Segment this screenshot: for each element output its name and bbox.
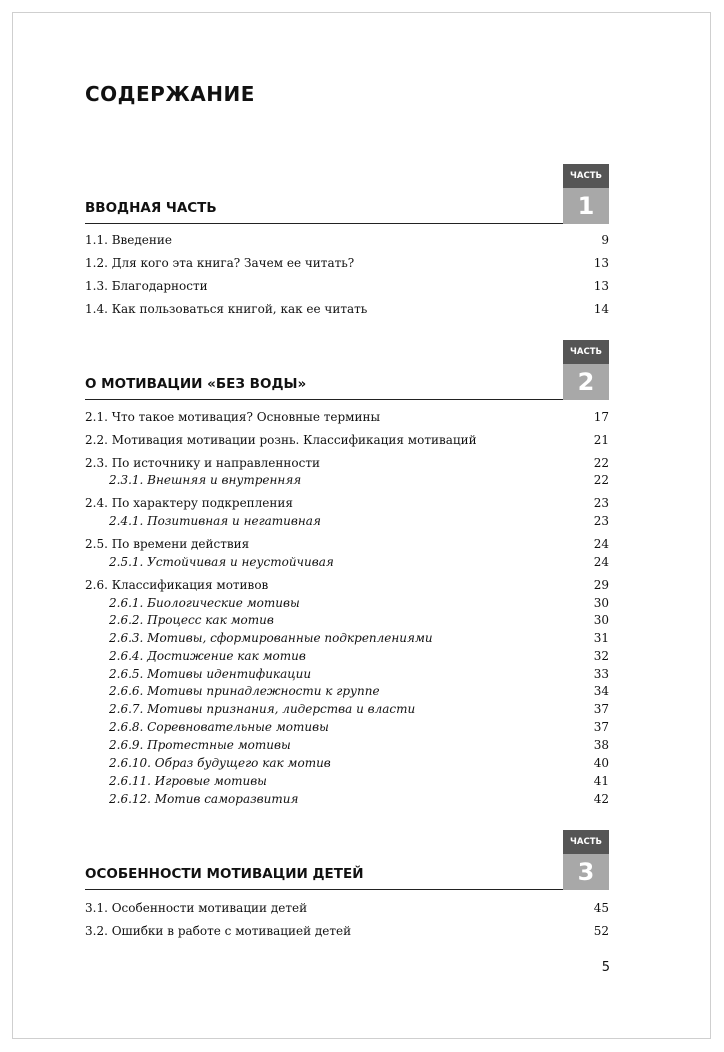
toc-subentry[interactable] xyxy=(85,553,609,571)
toc-entry[interactable] xyxy=(85,535,609,553)
toc-entry-title: 2.1. Что такое мотивация? Основные термины xyxy=(85,410,381,424)
toc-entry-title: 2.6.11. Игровые мотивы xyxy=(109,774,267,788)
toc-entry-title: 3.2. Ошибки в работе с мотивацией детей xyxy=(85,924,352,938)
toc-entry-title: 2.6.12. Мотив саморазвития xyxy=(109,792,299,806)
toc-subentry[interactable] xyxy=(85,700,609,718)
toc-entry-title: 2.2. Мотивация мотивации рознь. Классификация мотиваций xyxy=(85,433,477,447)
toc-entry-title: 3.1. Особенности мотивации детей xyxy=(85,901,308,915)
toc-entry-title: 1.3. Благодарности xyxy=(85,279,208,293)
toc-entry-title: 2.4. По характеру подкрепления xyxy=(85,496,293,510)
part-rule xyxy=(85,399,609,400)
toc-entry-title: 1.4. Как пользоваться книгой, как ее читать xyxy=(85,302,368,316)
part-badge xyxy=(563,830,609,890)
toc-entry-page: 37 xyxy=(593,720,609,734)
toc-subentry[interactable] xyxy=(85,772,609,790)
toc-entry-page: 14 xyxy=(593,302,609,316)
toc-entry-page: 52 xyxy=(593,924,609,938)
toc-entry-page: 41 xyxy=(593,774,609,788)
toc-entry-page: 9 xyxy=(601,233,609,247)
part-badge-label: ЧАСТЬ xyxy=(563,340,609,364)
toc-entry-page: 42 xyxy=(593,792,609,806)
toc-entry-title: 2.3. По источнику и направленности xyxy=(85,456,320,470)
toc-subentry[interactable] xyxy=(85,665,609,683)
toc-entry[interactable] xyxy=(85,899,609,917)
toc-subentry[interactable] xyxy=(85,647,609,665)
part-header xyxy=(85,340,609,400)
part-badge-number: 3 xyxy=(563,854,609,890)
toc-subentry[interactable] xyxy=(85,754,609,772)
part-title: ОСОБЕННОСТИ МОТИВАЦИИ ДЕТЕЙ xyxy=(85,866,364,882)
toc-entry-page: 29 xyxy=(593,578,609,592)
toc-entry-title: 2.6.2. Процесс как мотив xyxy=(109,613,274,627)
toc-entry-title: 2.6.9. Протестные мотивы xyxy=(109,738,291,752)
toc-entry-page: 17 xyxy=(593,410,609,424)
toc-entry[interactable] xyxy=(85,922,609,940)
part-title: О МОТИВАЦИИ «БЕЗ ВОДЫ» xyxy=(85,376,307,392)
page-title: СОДЕРЖАНИЕ xyxy=(85,82,255,106)
toc-entry-title: 2.4.1. Позитивная и негативная xyxy=(109,514,321,528)
toc-entry[interactable] xyxy=(85,454,609,472)
toc-entry-page: 33 xyxy=(593,667,609,681)
toc-entry-title: 2.6.8. Соревновательные мотивы xyxy=(109,720,329,734)
toc-entry-title: 2.6.3. Мотивы, сформированные подкреплениями xyxy=(109,631,433,645)
part-rule xyxy=(85,889,609,890)
toc-entry-page: 45 xyxy=(593,901,609,915)
toc-entry-page: 38 xyxy=(593,738,609,752)
part-badge-label: ЧАСТЬ xyxy=(563,830,609,854)
toc-entry-page: 13 xyxy=(593,279,609,293)
toc-subentry[interactable] xyxy=(85,471,609,489)
toc-entry-title: 2.6.4. Достижение как мотив xyxy=(109,649,306,663)
toc-entry-title: 2.6.10. Образ будущего как мотив xyxy=(109,756,331,770)
part-rule xyxy=(85,223,609,224)
toc-entry-title: 2.5. По времени действия xyxy=(85,537,250,551)
toc-entry-title: 2.6. Классификация мотивов xyxy=(85,578,269,592)
part-header xyxy=(85,164,609,224)
toc-subentry[interactable] xyxy=(85,736,609,754)
toc-entry-title: 2.6.7. Мотивы признания, лидерства и власти xyxy=(109,702,416,716)
part-badge-label: ЧАСТЬ xyxy=(563,164,609,188)
page-number: 5 xyxy=(601,960,610,975)
part-badge xyxy=(563,340,609,400)
toc-subentry[interactable] xyxy=(85,512,609,530)
part-title: ВВОДНАЯ ЧАСТЬ xyxy=(85,200,217,216)
toc-entry-page: 24 xyxy=(593,537,609,551)
toc-subentry[interactable] xyxy=(85,718,609,736)
toc-entry-page: 31 xyxy=(593,631,609,645)
toc-entry-page: 34 xyxy=(593,684,609,698)
toc-entry[interactable] xyxy=(85,494,609,512)
toc-subentry[interactable] xyxy=(85,629,609,647)
toc-entry[interactable] xyxy=(85,277,609,295)
part-badge-number: 1 xyxy=(563,188,609,224)
toc-entry[interactable] xyxy=(85,408,609,426)
toc-entry-page: 23 xyxy=(593,514,609,528)
toc-entry[interactable] xyxy=(85,300,609,318)
toc-entry-title: 2.3.1. Внешняя и внутренняя xyxy=(109,473,302,487)
toc-entry-title: 2.6.1. Биологические мотивы xyxy=(109,596,300,610)
toc-entry-page: 13 xyxy=(593,256,609,270)
toc-entry-title: 2.6.5. Мотивы идентификации xyxy=(109,667,312,681)
part-badge-number: 2 xyxy=(563,364,609,400)
toc-entry-page: 22 xyxy=(593,456,609,470)
part-header xyxy=(85,830,609,890)
toc-entry-title: 1.2. Для кого эта книга? Зачем ее читать? xyxy=(85,256,355,270)
toc-entry-page: 40 xyxy=(593,756,609,770)
toc-entry-page: 37 xyxy=(593,702,609,716)
toc-subentry[interactable] xyxy=(85,611,609,629)
toc-entry-page: 24 xyxy=(593,555,609,569)
toc-subentry[interactable] xyxy=(85,682,609,700)
toc-entry[interactable] xyxy=(85,576,609,594)
toc-subentry[interactable] xyxy=(85,594,609,612)
toc-entry-page: 21 xyxy=(593,433,609,447)
toc-entry[interactable] xyxy=(85,431,609,449)
toc-entry-title: 2.6.6. Мотивы принадлежности к группе xyxy=(109,684,380,698)
toc-entry-page: 22 xyxy=(593,473,609,487)
toc-entry-title: 2.5.1. Устойчивая и неустойчивая xyxy=(109,555,334,569)
toc-entry[interactable] xyxy=(85,231,609,249)
part-badge xyxy=(563,164,609,224)
toc-subentry[interactable] xyxy=(85,790,609,808)
toc-entry-page: 23 xyxy=(593,496,609,510)
toc-entry-page: 30 xyxy=(593,596,609,610)
toc-entry-page: 30 xyxy=(593,613,609,627)
toc-entry[interactable] xyxy=(85,254,609,272)
toc-entry-page: 32 xyxy=(593,649,609,663)
toc-entry-title: 1.1. Введение xyxy=(85,233,172,247)
